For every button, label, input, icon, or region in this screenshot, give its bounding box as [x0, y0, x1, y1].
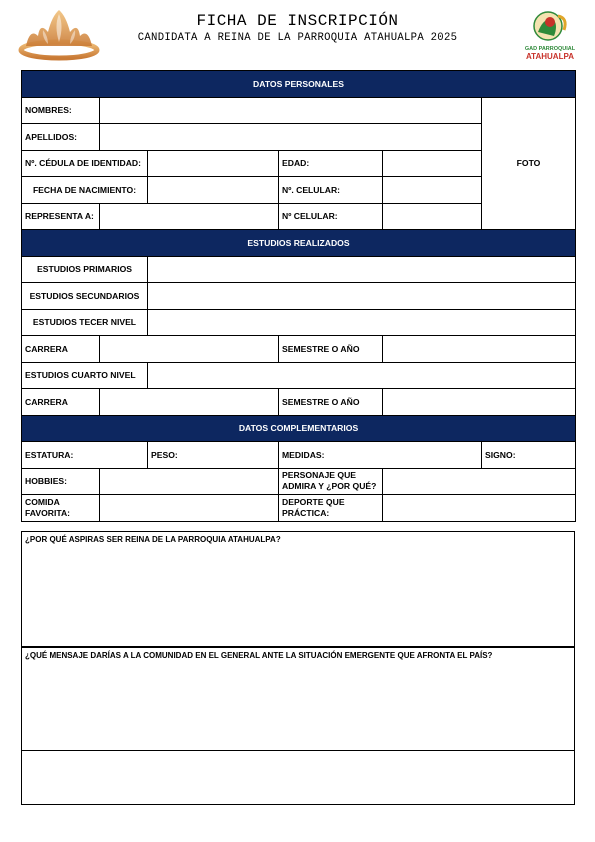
label-semestre-1: SEMESTRE O AÑO [279, 336, 383, 363]
field-cuarto-nivel[interactable] [148, 362, 576, 389]
label-medidas: MEDIDAS: [279, 442, 482, 469]
label-cuarto-nivel: ESTUDIOS CUARTO NIVEL [22, 362, 148, 389]
section-header-personal: DATOS PERSONALES [22, 71, 576, 98]
label-apellidos: APELLIDOS: [22, 124, 100, 151]
section-header-complementary: DATOS COMPLEMENTARIOS [22, 415, 576, 442]
document-header [0, 0, 595, 70]
label-carrera-1: CARRERA [22, 336, 100, 363]
crown-icon [18, 6, 100, 62]
label-deporte: DEPORTE QUE PRÁCTICA: [279, 495, 383, 522]
label-semestre-2: SEMESTRE O AÑO [279, 389, 383, 416]
row-estatura [22, 442, 576, 469]
label-carrera-2: CARRERA [22, 389, 100, 416]
label-secundarios: ESTUDIOS SECUNDARIOS [22, 283, 148, 310]
field-semestre-1[interactable] [383, 336, 576, 363]
label-tercer-nivel: ESTUDIOS TECER NIVEL [22, 309, 148, 336]
label-estatura: ESTATURA: [22, 442, 148, 469]
label-primarios: ESTUDIOS PRIMARIOS [22, 256, 148, 283]
field-carrera-2[interactable] [100, 389, 279, 416]
label-celular-1: Nº. CELULAR: [279, 177, 383, 204]
label-peso: PESO: [148, 442, 279, 469]
field-carrera-1[interactable] [100, 336, 279, 363]
section-complementary-row [22, 415, 576, 442]
label-comida: COMIDA FAVORITA: [22, 495, 100, 522]
label-hobbies: HOBBIES: [22, 468, 100, 495]
label-representa: REPRESENTA A: [22, 203, 100, 230]
field-primarios[interactable] [148, 256, 576, 283]
field-personaje[interactable] [383, 468, 576, 495]
field-secundarios[interactable] [148, 283, 576, 310]
row-cuarto-nivel [22, 362, 576, 389]
row-secundarios [22, 283, 576, 310]
question-1-label: ¿POR QUÉ ASPIRAS SER REINA DE LA PARROQUIA ATAHUALPA? [25, 535, 281, 544]
label-signo: SIGNO: [482, 442, 576, 469]
form-title: FICHA DE INSCRIPCIÓN [196, 12, 399, 30]
row-carrera-2 [22, 389, 576, 416]
section-header-studies: ESTUDIOS REALIZADOS [22, 230, 576, 257]
section-studies-row [22, 230, 576, 257]
label-celular-2: Nº CELULAR: [279, 203, 383, 230]
field-tercer-nivel[interactable] [148, 309, 576, 336]
logo-text-bottom: ATAHUALPA [526, 52, 574, 61]
field-apellidos[interactable] [100, 124, 482, 151]
gad-logo [524, 8, 576, 64]
label-cedula: Nº. CÉDULA DE IDENTIDAD: [22, 150, 148, 177]
field-deporte[interactable] [383, 495, 576, 522]
field-fecha-nacimiento[interactable] [148, 177, 279, 204]
row-primarios [22, 256, 576, 283]
registration-form-table [21, 70, 576, 522]
field-semestre-2[interactable] [383, 389, 576, 416]
question-box-2[interactable] [21, 647, 575, 805]
row-carrera-1 [22, 336, 576, 363]
label-nombres: NOMBRES: [22, 97, 100, 124]
answer-divider-line [21, 750, 575, 751]
form-subtitle: CANDIDATA A REINA DE LA PARROQUIA ATAHUALPA 2025 [137, 32, 458, 44]
field-celular-2[interactable] [383, 203, 482, 230]
logo-text-top: GAD PARROQUIAL [524, 46, 576, 52]
label-fecha-nacimiento: FECHA DE NACIMIENTO: [22, 177, 148, 204]
question-2-label: ¿QUÉ MENSAJE DARÍAS A LA COMUNIDAD EN EL GENERAL ANTE LA SITUACIÓN EMERGENTE QUE AFRONTA EL PAÍS? [25, 651, 493, 660]
row-comida [22, 495, 576, 522]
label-personaje: PERSONAJE QUE ADMIRA Y ¿POR QUÉ? [279, 468, 383, 495]
label-edad: EDAD: [279, 150, 383, 177]
question-box-1[interactable] [21, 531, 575, 647]
field-cedula[interactable] [148, 150, 279, 177]
section-personal-row [22, 71, 576, 98]
field-edad[interactable] [383, 150, 482, 177]
field-nombres[interactable] [100, 97, 482, 124]
row-tercer-nivel [22, 309, 576, 336]
field-representa[interactable] [100, 203, 279, 230]
field-hobbies[interactable] [100, 468, 279, 495]
field-comida[interactable] [100, 495, 279, 522]
row-nombres [22, 97, 576, 124]
photo-box[interactable]: FOTO [482, 97, 576, 230]
field-celular-1[interactable] [383, 177, 482, 204]
row-hobbies [22, 468, 576, 495]
